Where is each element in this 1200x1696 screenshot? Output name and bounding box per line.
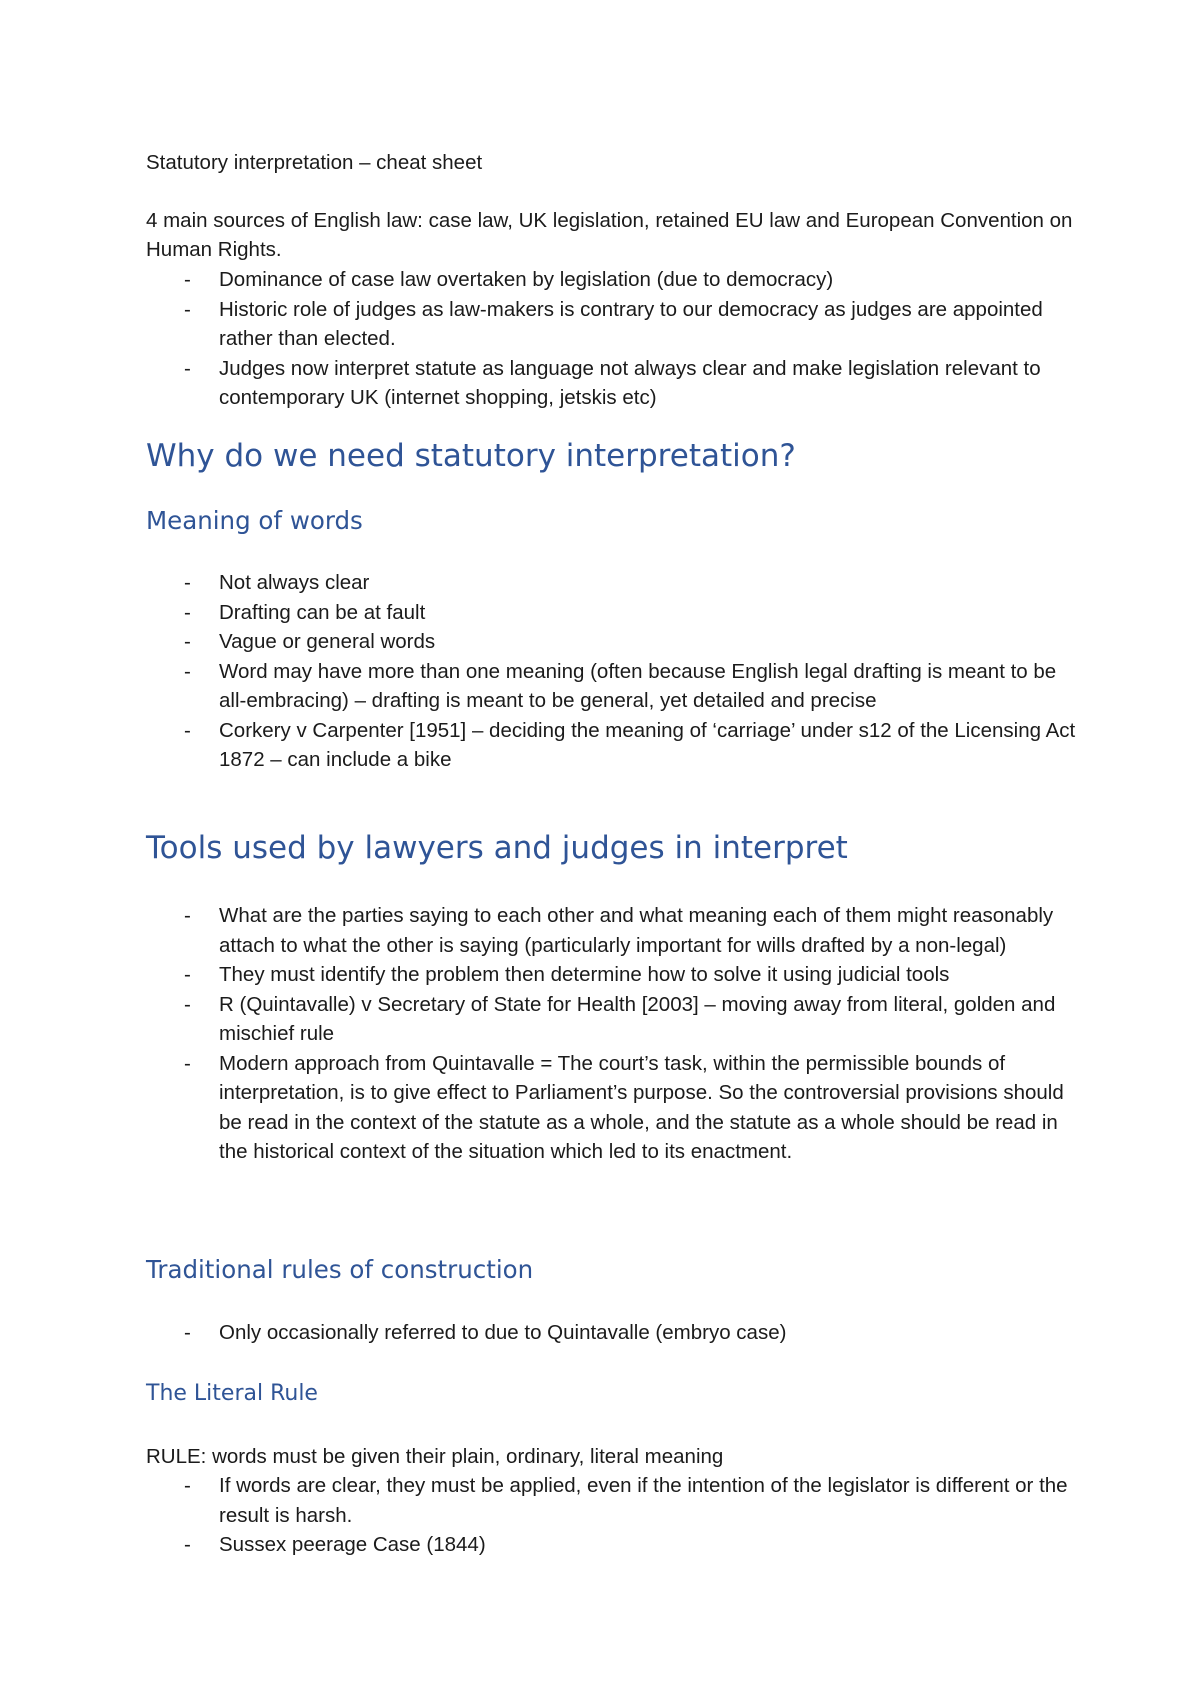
heading-literal-rule: The Literal Rule [146,1381,318,1406]
document-title: Statutory interpretation – cheat sheet [146,151,483,174]
intro-paragraph: 4 main sources of English law: case law, UK legislation, retained EU law and European Convention on Human Rights. [146,209,1073,261]
heading-traditional-rules: Traditional rules of construction [146,1255,534,1284]
list-item: - Corkery v Carpenter [1951] – deciding the meaning of ‘carriage’ under s12 of the Licensing Act 1872 – can include a bike [184,718,1076,771]
list-item: - What are the parties saying to each other and what meaning each of them might reasonably attach to what the other is saying (particularly important for wills drafted by a non-legal) [184,904,1054,957]
tools-bullet-list [146,901,1076,1167]
traditional-bullet-list [146,1318,1076,1348]
list-item: - Modern approach from Quintavalle = The court’s task, within the permissible bounds of interpretation, is to give effect to Parliament’s purpose. So the controversial provisions should be read in the context of the statute as a whole, and the statute as a whole should be read in the historical context of the situation which led to its enactment. [184,1051,1064,1163]
heading-meaning-of-words: Meaning of words [146,506,363,535]
heading-tools: Tools used by lawyers and judges in interpret [146,830,848,866]
list-item: - Only occasionally referred to due to Quintavalle (embryo case) [184,1321,787,1344]
meaning-bullet-list [146,568,1076,775]
list-item: - Historic role of judges as law-makers is contrary to our democracy as judges are appointed rather than elected. [184,297,1043,350]
literal-rule-statement: RULE: words must be given their plain, ordinary, literal meaning [146,1445,724,1468]
list-item: - Vague or general words [184,630,436,653]
list-item: - Sussex peerage Case (1844) [184,1533,486,1556]
list-item: - Not always clear [184,571,370,594]
list-item: - Judges now interpret statute as language not always clear and make legislation relevant to contemporary UK (internet shopping, jetskis etc) [184,356,1041,409]
list-item: - Dominance of case law overtaken by legislation (due to democracy) [184,268,834,291]
list-item: - Word may have more than one meaning (often because English legal drafting is meant to be all-embracing) – drafting is meant to be general, yet detailed and precise [184,659,1057,712]
list-item: - If words are clear, they must be applied, even if the intention of the legislator is different or the result is harsh. [184,1474,1068,1527]
list-item: - Drafting can be at fault [184,600,426,624]
list-item: - They must identify the problem then determine how to solve it using judicial tools [184,963,950,986]
intro-bullet-list [146,265,1076,413]
literal-bullet-list [146,1471,1076,1560]
list-item: - R (Quintavalle) v Secretary of State for Health [2003] – moving away from literal, golden and mischief rule [184,992,1056,1045]
heading-why: Why do we need statutory interpretation? [146,438,796,474]
